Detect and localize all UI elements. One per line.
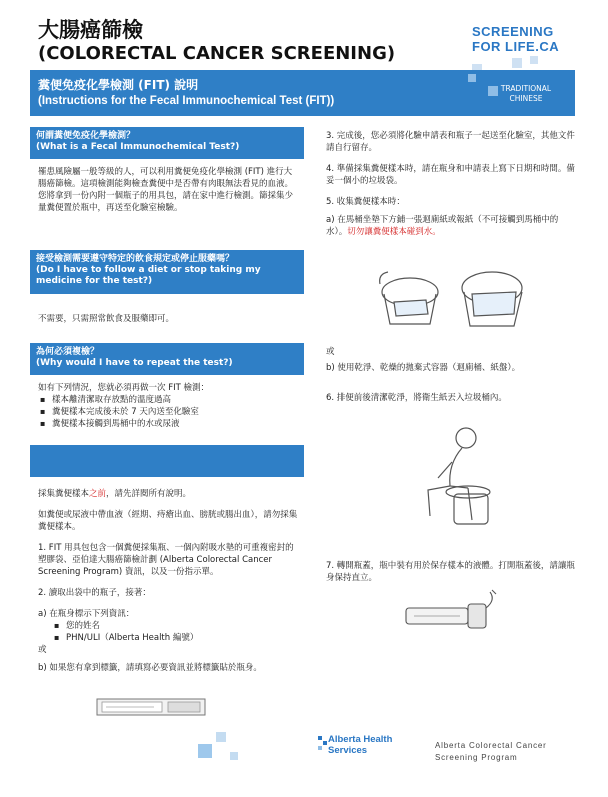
section-repeat-q-zh: 為何必須複檢？ bbox=[36, 347, 100, 357]
step-2b: b) 如果您有拿到標籤，請填寫必要資訊並將標籤貼於瓶身。 bbox=[38, 663, 262, 673]
or-label: 或 bbox=[38, 645, 47, 655]
section-what-q-en: (What is a Fecal Immunochemical Test?) bbox=[36, 142, 240, 152]
repeat-bullet: ▪ 糞便樣本完成後未於 7 天內送至化驗室 bbox=[38, 406, 298, 418]
steps-right-b bbox=[326, 346, 576, 404]
section-diet-body: 不需要，只需照常飲食及服藥即可。 bbox=[38, 314, 175, 324]
section-what-header bbox=[30, 127, 304, 159]
section-what-q-zh: 何謂糞便免疫化學檢測？ bbox=[36, 131, 136, 141]
section-repeat-header bbox=[30, 343, 304, 375]
repeat-bullet: ▪ 糞便樣本接觸到馬桶中的水或尿液 bbox=[38, 418, 298, 430]
repeat-bullets bbox=[38, 394, 298, 430]
banner-title-zh: 糞便免疫化學檢測 (FIT) 說明 bbox=[38, 78, 199, 92]
step-5: 5. 收集糞便樣本時： bbox=[326, 197, 405, 207]
logo-line1: SCREENING bbox=[472, 24, 554, 39]
ahs-logo-icon bbox=[318, 734, 328, 756]
title-en: (COLORECTAL CANCER SCREENING) bbox=[38, 43, 396, 64]
language-label: TRADITIONAL CHINESE bbox=[500, 84, 552, 103]
step-6: 6. 排便前後清潔乾淨，將衛生紙丟入垃圾桶內。 bbox=[326, 393, 507, 403]
repeat-bullet: ▪ 樣本離清潔取存放點的溫度過高 bbox=[38, 394, 298, 406]
repeat-intro: 如有下列情況，您就必須再做一次 FIT 檢測： bbox=[38, 383, 209, 393]
section-steps-header bbox=[30, 445, 304, 477]
instructions-banner bbox=[30, 70, 575, 116]
seated-person-illustration bbox=[408, 424, 498, 530]
step-4: 4. 準備採集糞便樣本時，請在瓶身和申請表上寫下日期和時間。備妥一個小的垃圾袋。 bbox=[326, 164, 575, 186]
section-repeat-body bbox=[38, 382, 298, 430]
banner-title-en: (Instructions for the Fecal Immunochemical Test (FIT)) bbox=[38, 95, 335, 107]
step-2a-item: ▪ PHN/ULI（Alberta Health 編號） bbox=[52, 632, 300, 644]
logo-line2: FOR LIFE.CA bbox=[472, 39, 560, 54]
steps-right bbox=[326, 130, 576, 238]
page-title bbox=[38, 18, 395, 66]
title-zh: 大腸癌篩檢 bbox=[38, 18, 143, 42]
ahs-logo-text: Alberta Health Services bbox=[328, 734, 393, 756]
step-2a-item: ▪ 您的姓名 bbox=[52, 620, 300, 632]
program-name: Alberta Colorectal Cancer Screening Program bbox=[435, 741, 547, 762]
step-5b: b) 使用乾淨、乾燥的拋棄式容器（迴廁桶、紙盤）。 bbox=[326, 363, 521, 373]
section-diet-q-zh: 接受檢測需要遵守特定的飲食規定或停止服藥嗎？ bbox=[36, 254, 235, 264]
step-7: 7. 轉開瓶蓋，瓶中裝有用於保存樣本的液體。打開瓶蓋後，請讓瓶身保持直立。 bbox=[326, 561, 575, 583]
step-5a: a) 在馬桶坐墊下方鋪一張迴廁紙或報紙（不可接觸到馬桶中的水）。切勿讓糞便樣本碰到水。 bbox=[326, 215, 559, 237]
step-3: 3. 完成後，您必須將化驗申請表和瓶子一起送至化驗室，其他文件請自行留存。 bbox=[326, 131, 575, 153]
steps-left bbox=[38, 488, 300, 674]
section-repeat-q-en: (Why would I have to repeat the test?) bbox=[36, 358, 233, 368]
blood-note: 如糞便或尿液中帶血液（經期、痔瘡出血、膀胱或腸出血），請勿採集糞便樣本。 bbox=[38, 510, 298, 532]
section-diet-q-en: (Do I have to follow a diet or stop taking my medicine for the test?) bbox=[36, 265, 261, 286]
step-1: 1. FIT 用具包包含一個糞便採集瓶、一個內附吸水墊的可重複密封的塑膠袋、亞伯達大腸癌篩檢計劃 (Alberta Colorectal Cancer Screening Program) 資訊，以及一份指示單。 bbox=[38, 543, 294, 577]
section-what-body: 罹患風險屬一般等級的人，可以利用糞便免疫化學檢測 (FIT) 進行大腸癌篩檢。這項檢測能夠檢查糞便中是否帶有肉眼無法看見的血液。您將拿到一份內附一個瓶子的用具包，請在家中進行檢測。篩採集少量糞便置於瓶中，再送至化驗室檢驗。 bbox=[38, 167, 294, 213]
step-2a-items bbox=[52, 620, 300, 644]
step-2: 2. 讀取出袋中的瓶子，接著： bbox=[38, 588, 151, 598]
toilet-paper-illustration bbox=[376, 264, 536, 340]
screening-for-life-logo[interactable] bbox=[472, 24, 572, 64]
sample-tube-illustration bbox=[400, 586, 500, 636]
section-diet-header bbox=[30, 250, 304, 294]
or-label: 或 bbox=[326, 347, 335, 357]
pre-read-note: 採集糞便樣本之前，請先詳閱所有說明。 bbox=[38, 489, 192, 499]
step-2a: a) 在瓶身標示下列資訊： bbox=[38, 609, 135, 619]
label-illustration bbox=[96, 696, 208, 718]
